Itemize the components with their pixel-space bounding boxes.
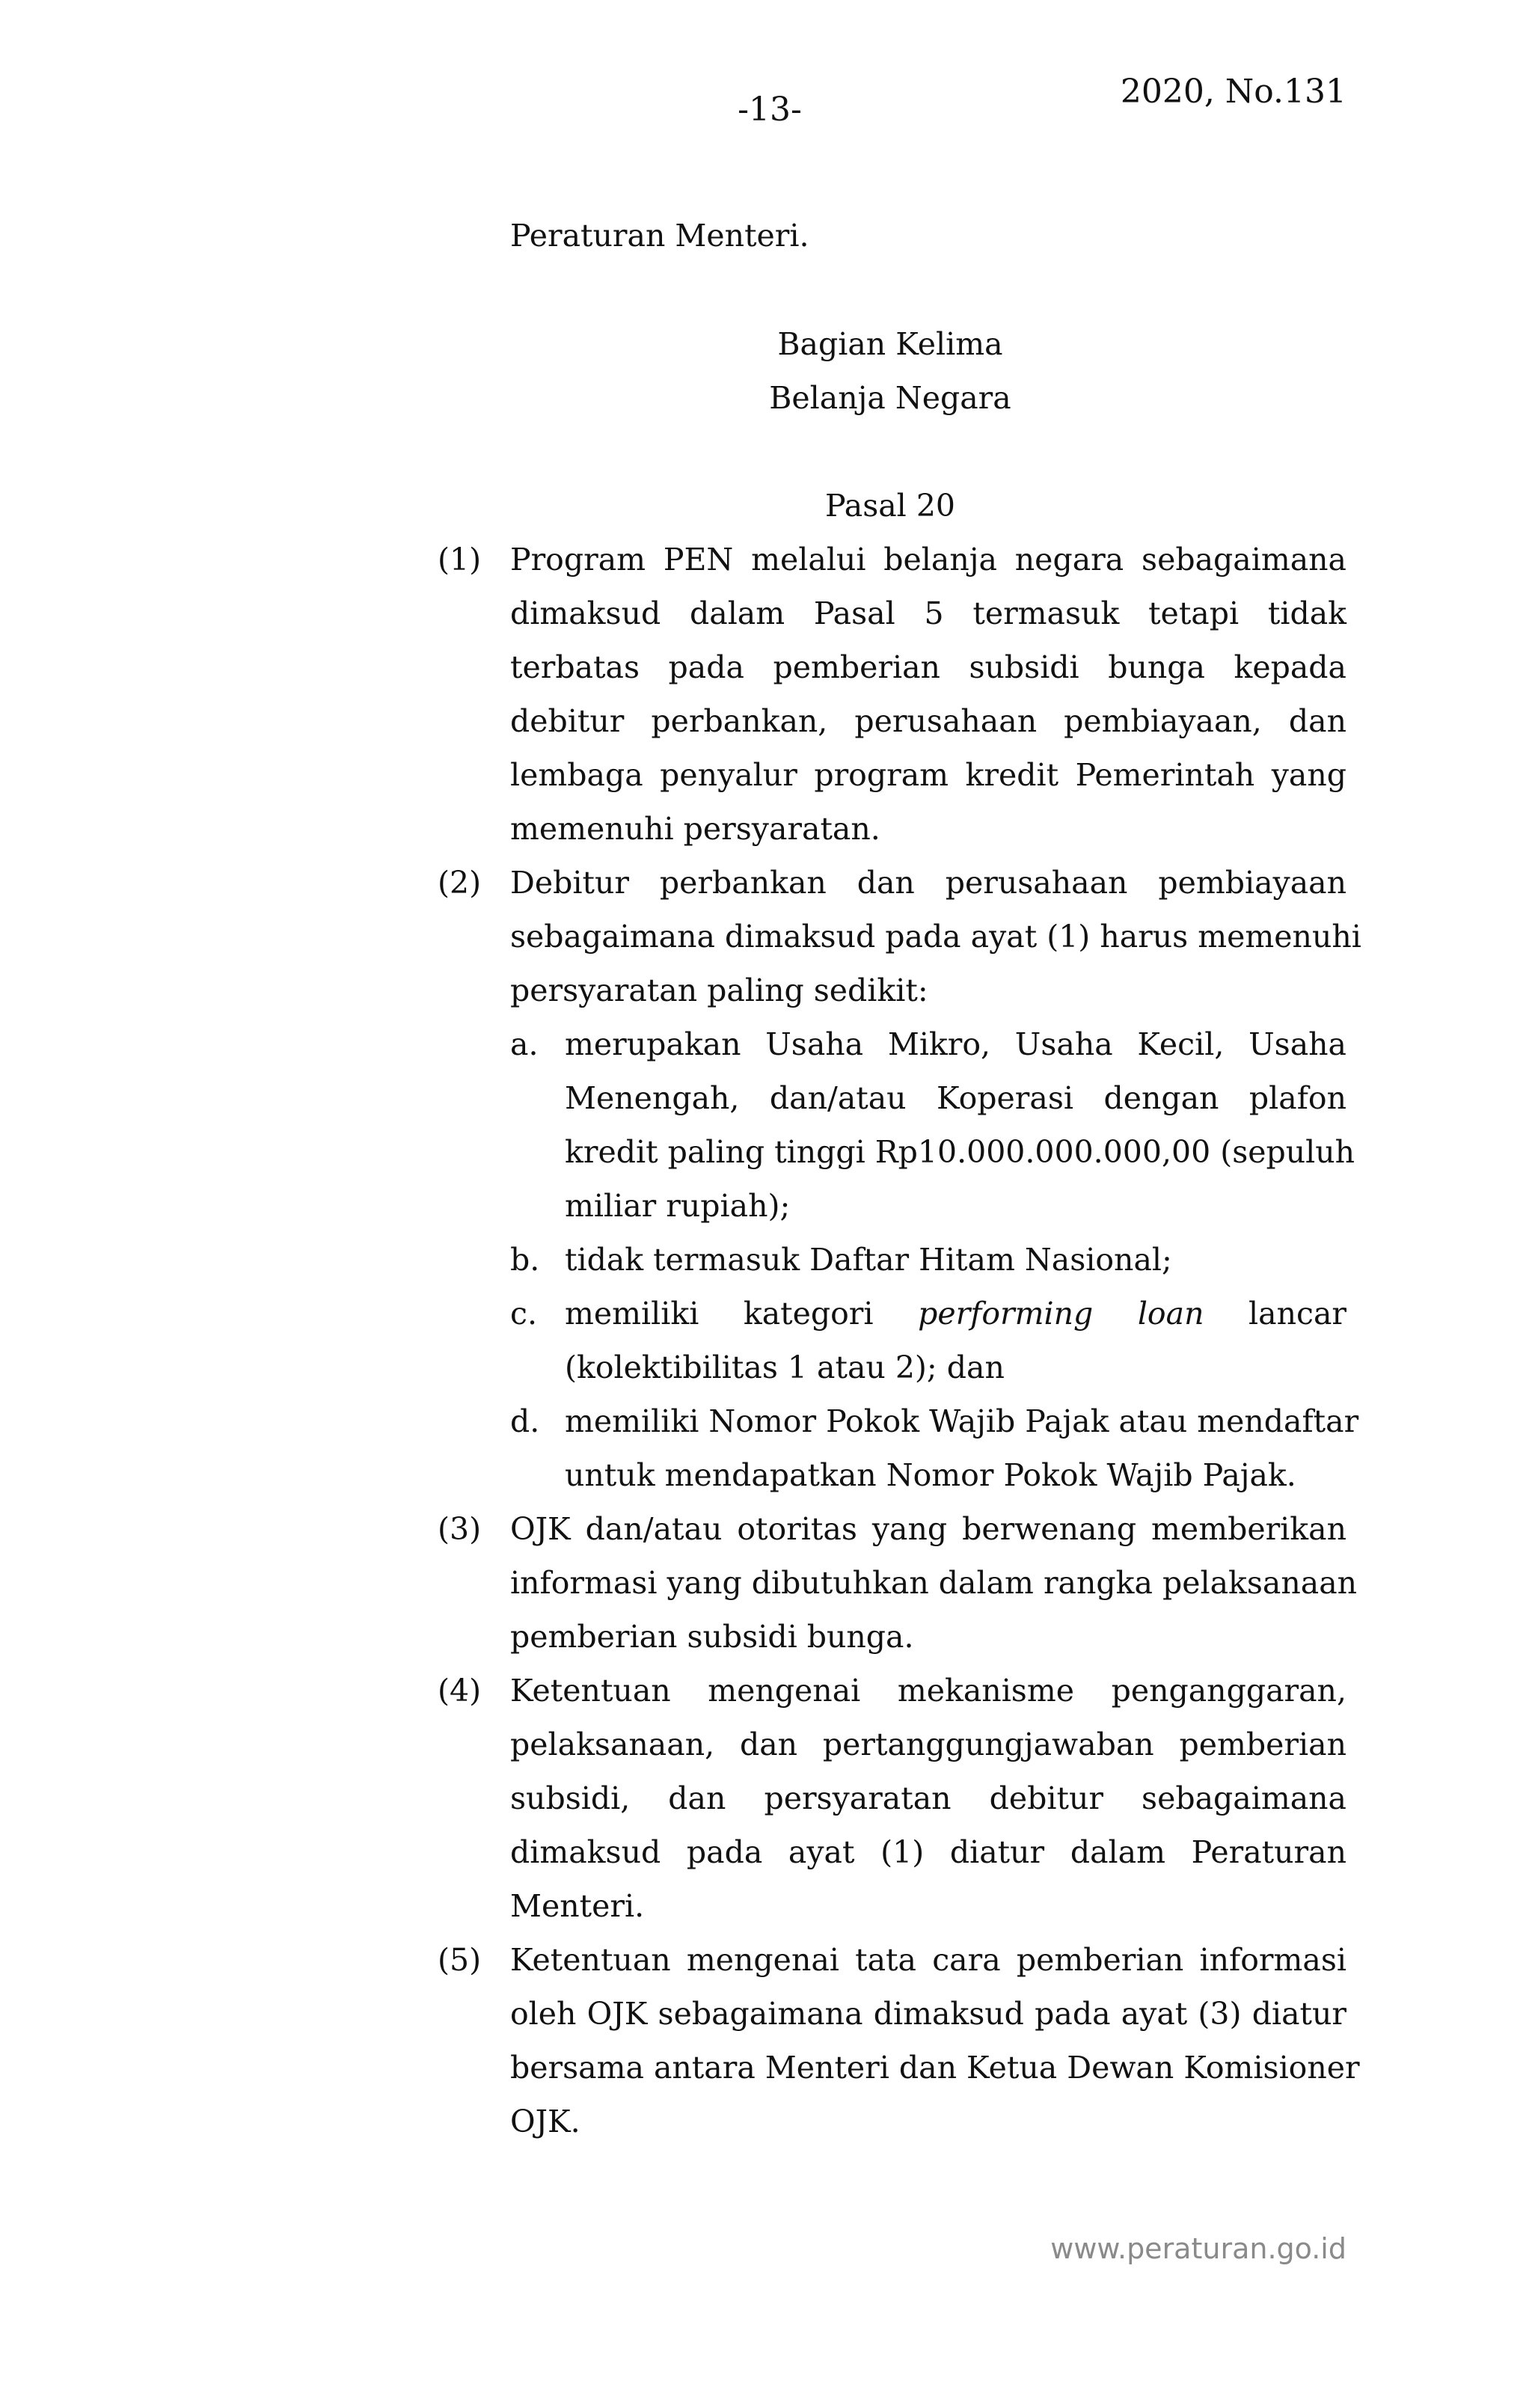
clause-line: OJK dan/atau otoritas yang berwenang memberikan	[510, 1511, 1346, 1547]
clause-line: lembaga penyalur program kredit Pemerintah yang	[510, 757, 1346, 793]
clause-line: informasi yang dibutuhkan dalam rangka pelaksanaan	[510, 1565, 1358, 1601]
clause-label: (3)	[438, 1511, 482, 1547]
page-number: -13-	[738, 91, 802, 129]
item-line: memiliki Nomor Pokok Wajib Pajak atau mendaftar	[565, 1403, 1359, 1439]
item-line	[565, 1291, 1346, 1336]
clause-line: Ketentuan mengenai tata cara pemberian informasi	[510, 1942, 1346, 1978]
clause-line: Ketentuan mengenai mekanisme penganggaran,	[510, 1673, 1346, 1709]
item-label: c.	[510, 1296, 537, 1332]
section-part: Bagian Kelima	[777, 326, 1003, 362]
item-text: memiliki kategori	[565, 1296, 874, 1332]
item-text: lancar	[1248, 1296, 1346, 1332]
item-line: Menengah, dan/atau Koperasi dengan plafon	[565, 1080, 1346, 1116]
clause-line: oleh OJK sebagaimana dimaksud pada ayat (3) diatur	[510, 1996, 1346, 2032]
item-line: untuk mendapatkan Nomor Pokok Wajib Pajak.	[565, 1457, 1296, 1493]
intro-line: Peraturan Menteri.	[510, 218, 809, 254]
clause-line: debitur perbankan, perusahaan pembiayaan, dan	[510, 703, 1346, 739]
clause-label: (4)	[438, 1673, 482, 1709]
clause-line: Program PEN melalui belanja negara sebagaimana	[510, 542, 1346, 578]
clause-line: subsidi, dan persyaratan debitur sebagaimana	[510, 1780, 1346, 1816]
clause-line: dimaksud pada ayat (1) diatur dalam Peraturan	[510, 1834, 1346, 1870]
clause-line: terbatas pada pemberian subsidi bunga kepada	[510, 649, 1346, 685]
clause-line: persyaratan paling sedikit:	[510, 972, 928, 1008]
clause-line: dimaksud dalam Pasal 5 termasuk tetapi tidak	[510, 595, 1346, 631]
clause-line: bersama antara Menteri dan Ketua Dewan Komisioner	[510, 2050, 1360, 2086]
clause-line: OJK.	[510, 2104, 580, 2139]
clause-line: Menteri.	[510, 1888, 645, 1924]
article-title: Pasal 20	[825, 488, 955, 524]
clause-line: memenuhi persyaratan.	[510, 811, 880, 847]
item-line: miliar rupiah);	[565, 1188, 791, 1224]
clause-line: Debitur perbankan dan perusahaan pembiayaan	[510, 865, 1346, 901]
item-label: d.	[510, 1403, 540, 1439]
footer-url: www.peraturan.go.id	[1050, 2232, 1346, 2265]
clause-line: pemberian subsidi bunga.	[510, 1619, 914, 1655]
clause-line: sebagaimana dimaksud pada ayat (1) harus memenuhi	[510, 919, 1361, 955]
item-label: a.	[510, 1026, 539, 1062]
clause-label: (5)	[438, 1942, 482, 1978]
italic-term: performing loan	[918, 1296, 1204, 1332]
clause-line: pelaksanaan, dan pertanggungjawaban pemberian	[510, 1727, 1346, 1762]
clause-label: (1)	[438, 542, 482, 578]
item-line: merupakan Usaha Mikro, Usaha Kecil, Usaha	[565, 1026, 1346, 1062]
clause-label: (2)	[438, 865, 482, 901]
item-line: kredit paling tinggi Rp10.000.000.000,00 (sepuluh	[565, 1134, 1355, 1170]
item-line: (kolektibilitas 1 atau 2); dan	[565, 1349, 1005, 1385]
item-label: b.	[510, 1242, 540, 1278]
gazette-reference: 2020, No.131	[1120, 73, 1346, 111]
section-title: Belanja Negara	[769, 380, 1011, 416]
item-line: tidak termasuk Daftar Hitam Nasional;	[565, 1242, 1172, 1278]
